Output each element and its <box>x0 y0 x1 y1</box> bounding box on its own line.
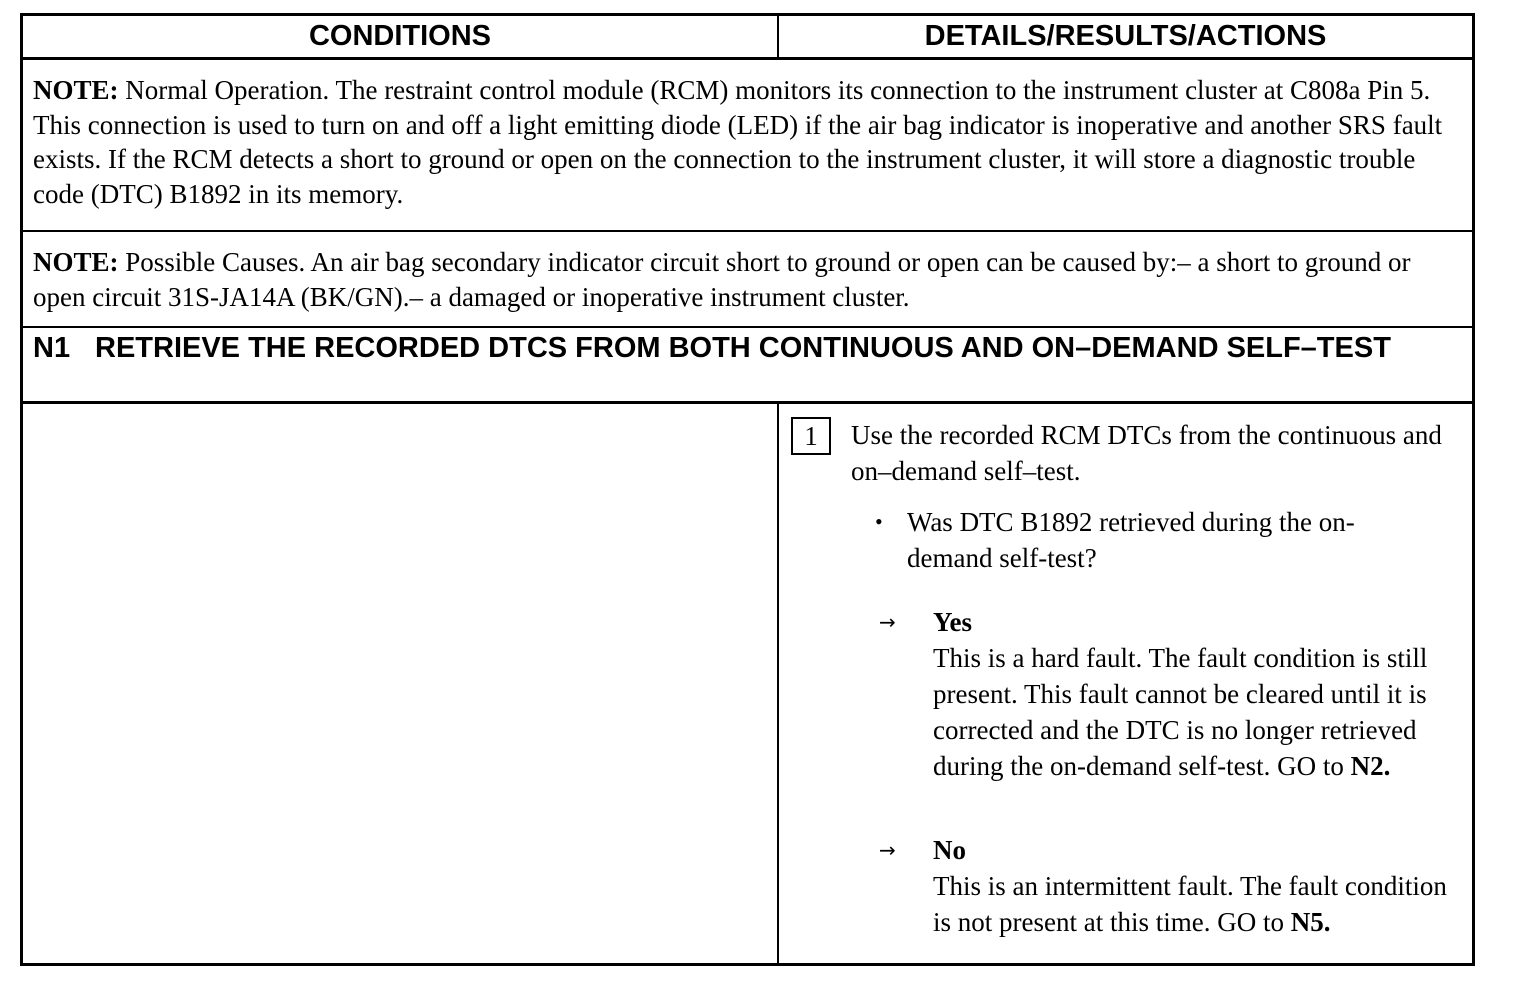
arrow-right-icon: → <box>879 838 896 862</box>
answer-no-text <box>933 868 1463 940</box>
answer-yes-body: This is a hard fault. The fault condition is still present. This fault cannot be cleared until it is corrected and the DTC is no longer retrieved during the on-demand self-test. GO to <box>933 643 1428 781</box>
bullet-icon: • <box>875 509 883 534</box>
question-text: Was DTC B1892 retrieved during the on-demand self-test? <box>907 507 1355 573</box>
answer-yes-label: Yes <box>933 607 972 637</box>
conditions-header: CONDITIONS <box>23 16 779 57</box>
arrow-right-icon: → <box>879 610 896 634</box>
conditions-cell <box>23 404 779 966</box>
step-title-text: RETRIEVE THE RECORDED DTCS FROM BOTH CONTINUOUS AND ON–DEMAND SELF–TEST <box>95 332 1391 364</box>
action-instruction: Use the recorded RCM DTCs from the continuous and on–demand self–test. <box>851 420 1442 486</box>
step-body-row <box>23 404 1472 966</box>
diagnostic-table <box>20 13 1475 966</box>
answer-yes-text <box>933 640 1463 784</box>
header-row <box>23 16 1472 60</box>
goto-n5-link[interactable]: N5. <box>1290 907 1331 937</box>
action-number-box: 1 <box>791 417 831 455</box>
note-label: NOTE: <box>33 75 119 105</box>
note-text: Possible Causes. An air bag secondary indicator circuit short to ground or open can be caused by:– a short to ground or open circuit 31S-JA14A (BK/GN).– a damaged or inoperative instrument cluster. <box>33 247 1411 312</box>
answer-no-label: No <box>933 835 966 865</box>
answer-no-body: This is an intermittent fault. The fault condition is not present at this time. GO to <box>933 871 1447 937</box>
normal-operation-note <box>23 60 1472 232</box>
note-text: Normal Operation. The restraint control module (RCM) monitors its connection to the instrument cluster at C808a Pin 5. This connection is used to turn on and off a light emitting diode (LED) if the air bag indicator is inoperative and another SRS fault exists. If the RCM detects a short to ground or open on the connection to the instrument cluster, it will store a diagnostic trouble code (DTC) B1892 in its memory. <box>33 75 1443 209</box>
goto-n2-link[interactable]: N2. <box>1350 751 1391 781</box>
possible-causes-note <box>23 232 1472 328</box>
note-label: NOTE: <box>33 247 119 277</box>
details-cell <box>779 404 1472 966</box>
step-heading <box>23 328 1472 404</box>
details-header: DETAILS/RESULTS/ACTIONS <box>924 20 1327 52</box>
step-number: N1 <box>33 332 71 364</box>
